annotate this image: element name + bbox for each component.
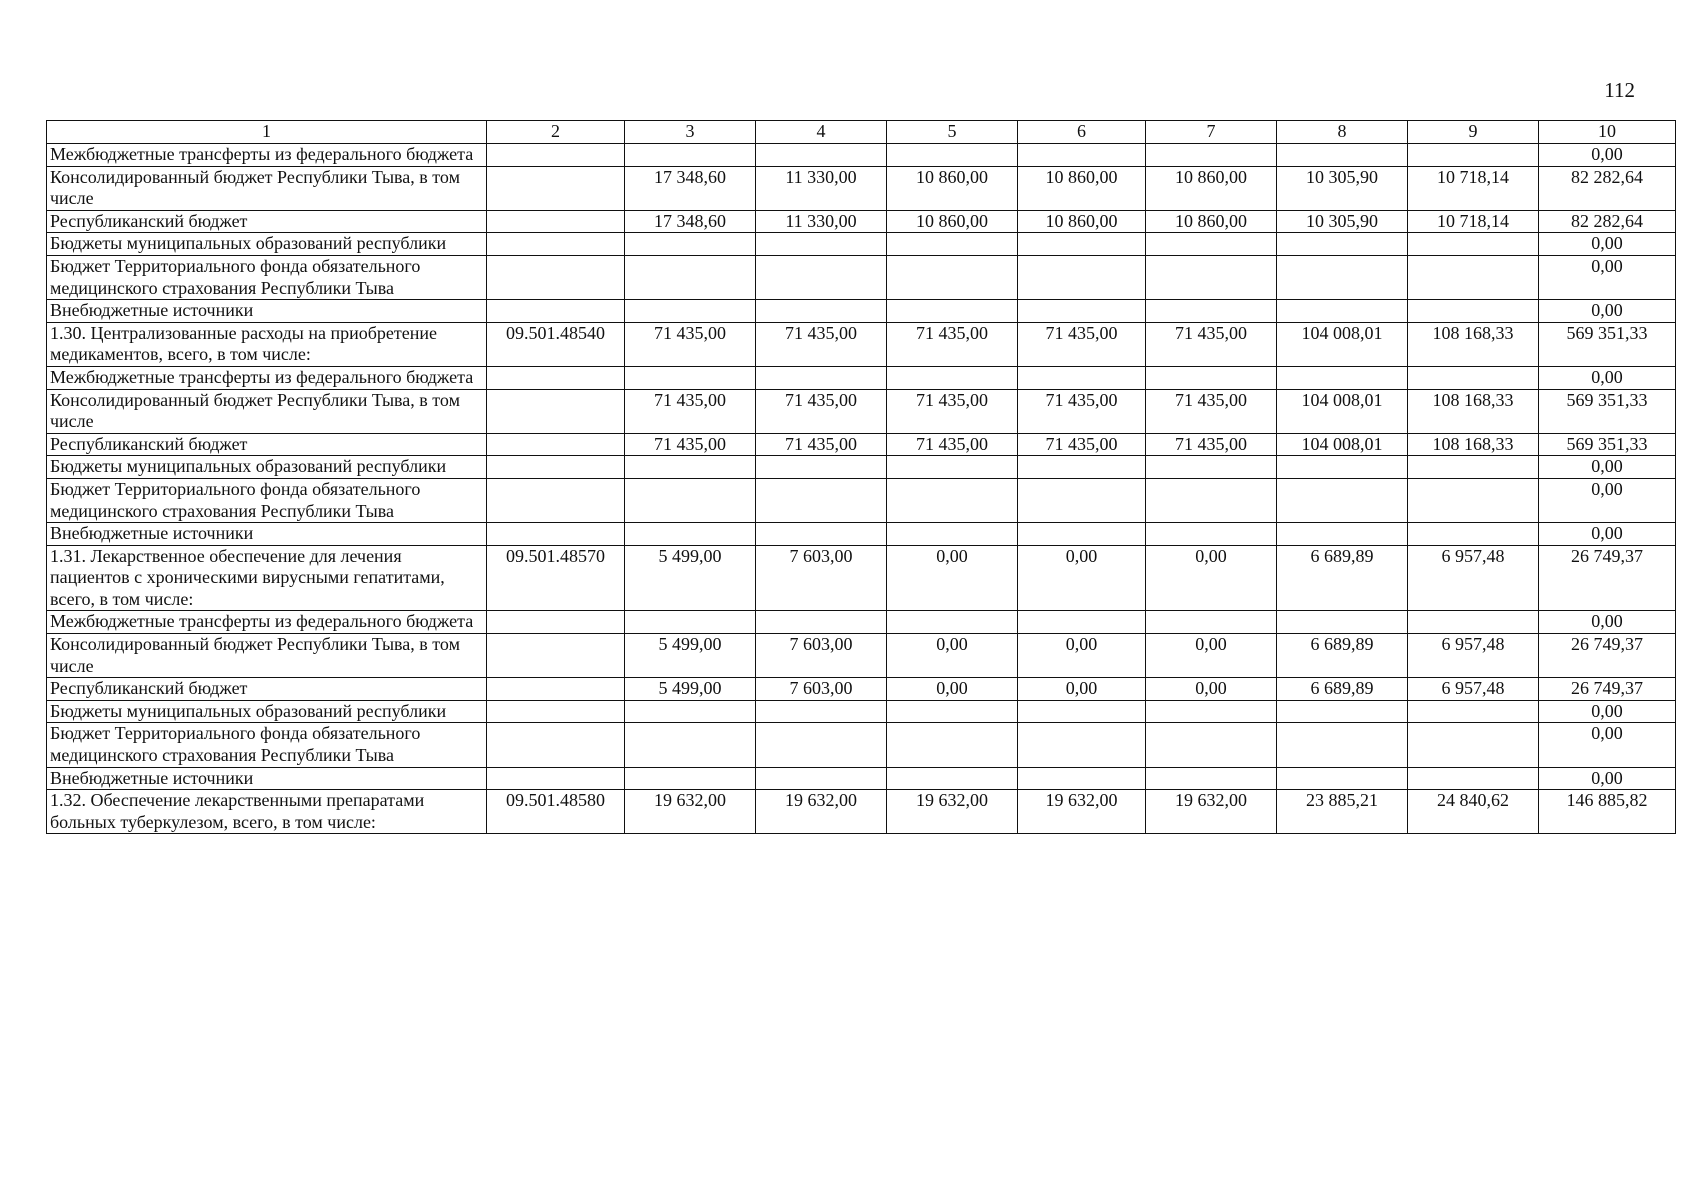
row-label: 1.30. Централизованные расходы на приобретение медикаментов, всего, в том числе: [47, 322, 487, 366]
row-value [1018, 478, 1146, 522]
row-value [887, 233, 1018, 256]
table-row [47, 233, 1676, 256]
row-value [1146, 456, 1277, 479]
row-value [756, 767, 887, 790]
table-row [47, 611, 1676, 634]
row-value [625, 723, 756, 767]
row-value: 26 749,37 [1539, 545, 1676, 611]
row-value [625, 144, 756, 167]
row-value: 0,00 [887, 545, 1018, 611]
row-value: 104 008,01 [1277, 322, 1408, 366]
row-value [1277, 255, 1408, 299]
row-value [1277, 767, 1408, 790]
row-value: 6 957,48 [1408, 545, 1539, 611]
row-value: 82 282,64 [1539, 166, 1676, 210]
row-value: 0,00 [887, 634, 1018, 678]
row-value: 17 348,60 [625, 210, 756, 233]
row-value: 146 885,82 [1539, 790, 1676, 834]
row-value: 5 499,00 [625, 678, 756, 701]
row-value [887, 523, 1018, 546]
row-value [625, 478, 756, 522]
row-value: 71 435,00 [1146, 322, 1277, 366]
table-row [47, 678, 1676, 701]
row-value [1277, 144, 1408, 167]
row-value [625, 523, 756, 546]
table-row [47, 456, 1676, 479]
row-label: Консолидированный бюджет Республики Тыва, в том числе [47, 166, 487, 210]
column-header: 10 [1539, 121, 1676, 144]
row-label: Межбюджетные трансферты из федерального бюджета [47, 366, 487, 389]
row-value [1408, 523, 1539, 546]
row-value: 71 435,00 [625, 389, 756, 433]
table-row [47, 523, 1676, 546]
row-value [625, 233, 756, 256]
table-row [47, 767, 1676, 790]
table-row [47, 322, 1676, 366]
row-value: 0,00 [887, 678, 1018, 701]
row-code [487, 678, 625, 701]
row-value [1277, 233, 1408, 256]
row-value: 71 435,00 [625, 433, 756, 456]
table-row [47, 389, 1676, 433]
row-value: 71 435,00 [756, 433, 887, 456]
row-value: 0,00 [1539, 233, 1676, 256]
row-value [756, 456, 887, 479]
row-value: 104 008,01 [1277, 433, 1408, 456]
row-value [887, 300, 1018, 323]
row-value: 0,00 [1146, 678, 1277, 701]
row-value [1277, 456, 1408, 479]
row-value: 71 435,00 [1146, 433, 1277, 456]
table-row [47, 144, 1676, 167]
row-value [1018, 523, 1146, 546]
row-code [487, 433, 625, 456]
table-row [47, 478, 1676, 522]
row-code [487, 767, 625, 790]
column-header: 3 [625, 121, 756, 144]
row-value: 6 689,89 [1277, 634, 1408, 678]
row-value [1018, 300, 1146, 323]
column-header: 1 [47, 121, 487, 144]
row-value [756, 300, 887, 323]
table-row [47, 545, 1676, 611]
row-label: Бюджеты муниципальных образований республики [47, 456, 487, 479]
row-code [487, 723, 625, 767]
row-value: 10 718,14 [1408, 166, 1539, 210]
row-value: 7 603,00 [756, 678, 887, 701]
row-value: 0,00 [1539, 700, 1676, 723]
row-code [487, 300, 625, 323]
row-value [625, 767, 756, 790]
row-value [756, 366, 887, 389]
row-value [625, 611, 756, 634]
row-value: 71 435,00 [1018, 322, 1146, 366]
row-value [1146, 255, 1277, 299]
row-code [487, 144, 625, 167]
row-value [756, 478, 887, 522]
row-code [487, 210, 625, 233]
row-value: 108 168,33 [1408, 322, 1539, 366]
row-value: 23 885,21 [1277, 790, 1408, 834]
row-code [487, 366, 625, 389]
row-value: 0,00 [1539, 611, 1676, 634]
row-value: 10 860,00 [887, 166, 1018, 210]
column-header: 8 [1277, 121, 1408, 144]
table-row [47, 366, 1676, 389]
row-value: 0,00 [1018, 545, 1146, 611]
row-value: 19 632,00 [756, 790, 887, 834]
row-value: 19 632,00 [625, 790, 756, 834]
row-value: 0,00 [1018, 678, 1146, 701]
row-value: 0,00 [1539, 144, 1676, 167]
column-header: 9 [1408, 121, 1539, 144]
table-row [47, 700, 1676, 723]
row-label: Межбюджетные трансферты из федерального бюджета [47, 144, 487, 167]
row-label: Межбюджетные трансферты из федерального бюджета [47, 611, 487, 634]
row-value [1146, 300, 1277, 323]
row-value: 71 435,00 [1146, 389, 1277, 433]
row-value [1277, 366, 1408, 389]
row-label: Бюджет Территориального фонда обязательного медицинского страхования Республики Тыва [47, 255, 487, 299]
row-value [1018, 255, 1146, 299]
column-header: 6 [1018, 121, 1146, 144]
row-value: 0,00 [1539, 300, 1676, 323]
row-value: 6 689,89 [1277, 678, 1408, 701]
row-value [1408, 700, 1539, 723]
row-value [756, 523, 887, 546]
row-code [487, 233, 625, 256]
row-value: 11 330,00 [756, 166, 887, 210]
row-value [1146, 233, 1277, 256]
row-code [487, 611, 625, 634]
row-value: 71 435,00 [625, 322, 756, 366]
table-row [47, 210, 1676, 233]
row-value [1146, 523, 1277, 546]
row-value: 10 860,00 [1018, 166, 1146, 210]
row-value [1277, 523, 1408, 546]
row-label: Бюджет Территориального фонда обязательного медицинского страхования Республики Тыва [47, 723, 487, 767]
row-label: 1.32. Обеспечение лекарственными препаратами больных туберкулезом, всего, в том числе: [47, 790, 487, 834]
row-value [756, 723, 887, 767]
row-code [487, 478, 625, 522]
row-value [1408, 144, 1539, 167]
page-number: 112 [1604, 78, 1635, 102]
row-code [487, 700, 625, 723]
row-value [887, 611, 1018, 634]
table-row [47, 790, 1676, 834]
row-value [1018, 767, 1146, 790]
row-value: 24 840,62 [1408, 790, 1539, 834]
row-code [487, 634, 625, 678]
row-value [1018, 366, 1146, 389]
row-label: Консолидированный бюджет Республики Тыва, в том числе [47, 389, 487, 433]
row-value [1408, 767, 1539, 790]
row-value [625, 366, 756, 389]
row-value [887, 700, 1018, 723]
row-value: 10 860,00 [887, 210, 1018, 233]
row-value [1277, 611, 1408, 634]
row-value [1277, 723, 1408, 767]
row-value: 108 168,33 [1408, 433, 1539, 456]
table-body [47, 144, 1676, 834]
row-value [887, 366, 1018, 389]
row-value: 5 499,00 [625, 634, 756, 678]
row-value: 0,00 [1539, 255, 1676, 299]
row-code: 09.501.48540 [487, 322, 625, 366]
row-value [625, 300, 756, 323]
row-value [1408, 611, 1539, 634]
row-value: 26 749,37 [1539, 678, 1676, 701]
row-value: 19 632,00 [887, 790, 1018, 834]
row-value [1408, 723, 1539, 767]
row-value [887, 456, 1018, 479]
row-value: 71 435,00 [756, 322, 887, 366]
row-value: 19 632,00 [1018, 790, 1146, 834]
row-label: Консолидированный бюджет Республики Тыва, в том числе [47, 634, 487, 678]
column-header: 4 [756, 121, 887, 144]
row-value: 82 282,64 [1539, 210, 1676, 233]
row-code [487, 166, 625, 210]
row-label: Бюджеты муниципальных образований республики [47, 700, 487, 723]
row-value: 7 603,00 [756, 634, 887, 678]
row-code: 09.501.48580 [487, 790, 625, 834]
column-header: 5 [887, 121, 1018, 144]
table-row [47, 723, 1676, 767]
row-value: 17 348,60 [625, 166, 756, 210]
row-value: 0,00 [1539, 767, 1676, 790]
row-value: 71 435,00 [1018, 433, 1146, 456]
row-value [1277, 300, 1408, 323]
row-value [625, 700, 756, 723]
row-code [487, 389, 625, 433]
row-value [1146, 767, 1277, 790]
row-label: Внебюджетные источники [47, 300, 487, 323]
row-value [1408, 478, 1539, 522]
row-value [1018, 611, 1146, 634]
row-label: Внебюджетные источники [47, 767, 487, 790]
table-row [47, 634, 1676, 678]
row-value: 26 749,37 [1539, 634, 1676, 678]
row-value [1146, 366, 1277, 389]
row-value [1408, 300, 1539, 323]
row-value: 19 632,00 [1146, 790, 1277, 834]
row-code [487, 523, 625, 546]
row-value: 108 168,33 [1408, 389, 1539, 433]
row-value: 0,00 [1539, 456, 1676, 479]
row-value [1018, 144, 1146, 167]
row-value: 10 860,00 [1146, 210, 1277, 233]
row-value: 6 957,48 [1408, 634, 1539, 678]
table-row [47, 300, 1676, 323]
row-value [1146, 611, 1277, 634]
row-value: 71 435,00 [756, 389, 887, 433]
row-value: 0,00 [1539, 366, 1676, 389]
row-value: 569 351,33 [1539, 433, 1676, 456]
row-value: 10 860,00 [1146, 166, 1277, 210]
row-label: Республиканский бюджет [47, 433, 487, 456]
row-value [887, 478, 1018, 522]
row-value: 0,00 [1018, 634, 1146, 678]
row-value: 0,00 [1539, 723, 1676, 767]
table-row [47, 166, 1676, 210]
row-value [1408, 255, 1539, 299]
row-value: 569 351,33 [1539, 389, 1676, 433]
row-label: Бюджеты муниципальных образований республики [47, 233, 487, 256]
row-value [625, 255, 756, 299]
row-value [887, 255, 1018, 299]
row-label: 1.31. Лекарственное обеспечение для лечения пациентов с хроническими вирусными гепатитами, всего, в том числе: [47, 545, 487, 611]
row-value: 0,00 [1539, 478, 1676, 522]
table-row [47, 255, 1676, 299]
row-label: Республиканский бюджет [47, 678, 487, 701]
column-header: 2 [487, 121, 625, 144]
row-value: 71 435,00 [1018, 389, 1146, 433]
row-value: 71 435,00 [887, 389, 1018, 433]
row-value: 10 860,00 [1018, 210, 1146, 233]
row-value [887, 767, 1018, 790]
column-number-row [47, 121, 1676, 144]
row-value [1146, 723, 1277, 767]
row-code [487, 456, 625, 479]
row-value: 11 330,00 [756, 210, 887, 233]
row-value [887, 144, 1018, 167]
row-value: 71 435,00 [887, 322, 1018, 366]
row-value [1018, 456, 1146, 479]
column-header: 7 [1146, 121, 1277, 144]
row-value: 10 305,90 [1277, 210, 1408, 233]
row-value [887, 723, 1018, 767]
row-value [1408, 366, 1539, 389]
row-value: 7 603,00 [756, 545, 887, 611]
row-value: 104 008,01 [1277, 389, 1408, 433]
row-value [625, 456, 756, 479]
row-value [1408, 233, 1539, 256]
row-value [1018, 723, 1146, 767]
row-value: 0,00 [1539, 523, 1676, 546]
row-value [1018, 700, 1146, 723]
row-value: 10 718,14 [1408, 210, 1539, 233]
row-code: 09.501.48570 [487, 545, 625, 611]
row-value: 10 305,90 [1277, 166, 1408, 210]
row-value [1146, 144, 1277, 167]
row-value [1408, 456, 1539, 479]
row-code [487, 255, 625, 299]
row-value: 6 957,48 [1408, 678, 1539, 701]
row-value: 6 689,89 [1277, 545, 1408, 611]
row-value [1018, 233, 1146, 256]
row-value [1146, 478, 1277, 522]
row-value [1277, 700, 1408, 723]
row-value [1146, 700, 1277, 723]
row-value: 5 499,00 [625, 545, 756, 611]
row-value: 0,00 [1146, 634, 1277, 678]
budget-table [46, 120, 1676, 834]
row-value [756, 255, 887, 299]
row-value: 71 435,00 [887, 433, 1018, 456]
row-label: Бюджет Территориального фонда обязательного медицинского страхования Республики Тыва [47, 478, 487, 522]
row-label: Внебюджетные источники [47, 523, 487, 546]
row-value: 0,00 [1146, 545, 1277, 611]
row-value [756, 144, 887, 167]
row-label: Республиканский бюджет [47, 210, 487, 233]
row-value [756, 700, 887, 723]
row-value [1277, 478, 1408, 522]
row-value: 569 351,33 [1539, 322, 1676, 366]
row-value [756, 611, 887, 634]
row-value [756, 233, 887, 256]
table-row [47, 433, 1676, 456]
